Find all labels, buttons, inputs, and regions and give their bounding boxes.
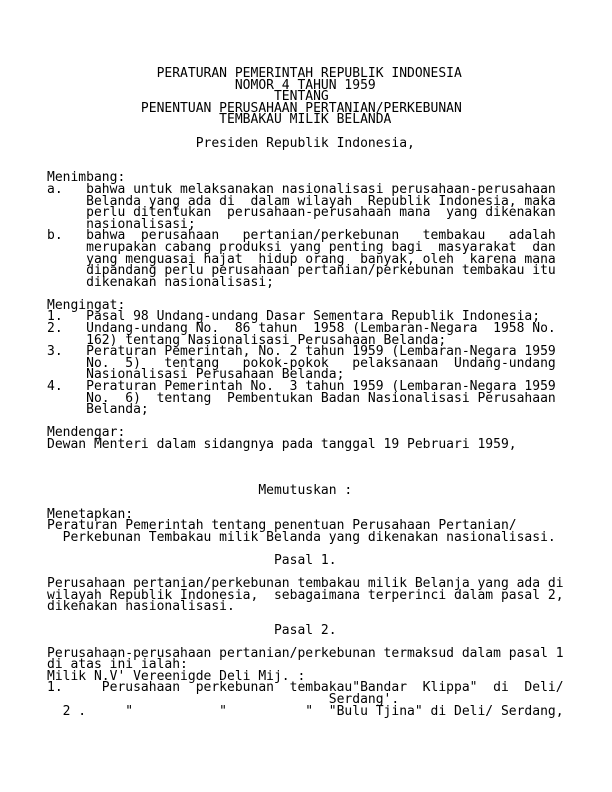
- doc-line: [47, 462, 564, 474]
- doc-line: Milik N.V' Vereenigde Deli Mij. :: [47, 668, 306, 684]
- doc-salutation-line: Presiden Republik Indonesia,: [47, 135, 415, 151]
- doc-line: nasionalisasi;: [47, 216, 196, 232]
- doc-line: Perusahaan-perusahaan pertanian/perkebunan termaksud dalam pasal 1: [47, 645, 564, 661]
- doc-title-line: TENTANG: [47, 89, 329, 105]
- doc-line: Mendengar:: [47, 425, 126, 441]
- doc-line: Nasionalisasi Perusahaan Belanda;: [47, 367, 345, 383]
- doc-title-line: PERATURAN PEMERINTAH REPUBLIK INDONESIA: [47, 66, 462, 81]
- doc-line: Peraturan Pemerintah tentang penentuan Perusahaan Pertanian/: [47, 518, 517, 534]
- section-heading-line: Memutuskan :: [47, 483, 353, 499]
- doc-line: 2 . " " " "Bulu Tjina" di Deli/ Serdang,: [47, 703, 564, 719]
- doc-line: yang menguasai hajat hidup orang banyak, oleh karena mana: [47, 251, 556, 267]
- doc-line: 162) tentang Nasionalisasi Perusahaan Belanda;: [47, 332, 447, 348]
- doc-line: [47, 451, 564, 463]
- doc-line: dipandang perlu perusahaan pertanian/perkebunan tembakau itu: [47, 263, 556, 279]
- doc-line: Dewan Menteri dalam sidangnya pada tanggal 19 Pebruari 1959,: [47, 437, 517, 452]
- doc-line: Perusahaan pertanian/perkebunan tembakau milik Belanja yang ada di: [47, 576, 564, 592]
- doc-title-line: PENENTUAN PERUSAHAAN PERTANIAN/PERKEBUNAN: [47, 100, 462, 116]
- doc-line: a. bahwa untuk melaksanakan nasionalisasi perusahaan-perusahaan: [47, 181, 556, 197]
- doc-line: [47, 149, 564, 161]
- doc-line: No. 5) tentang pokok-pokok pelaksanaan Undang-undang: [47, 355, 556, 371]
- doc-line: perlu ditentukan perusahaan-perusahaan mana yang dikenakan: [47, 205, 556, 221]
- doc-line: b. bahwa perusahaan pertanian/perkebunan tembakau adalah: [47, 228, 556, 244]
- doc-line: No. 6) tentang Pembentukan Badan Nasionalisasi Perusahaan: [47, 390, 556, 406]
- doc-title-line: TEMBAKAU MILIK BELANDA: [47, 112, 392, 128]
- doc-line: Menimbang:: [47, 170, 126, 186]
- doc-line: Perkebunan Tembakau milik Belanda yang dikenakan nasionalisasi.: [47, 529, 556, 545]
- regulation-text-body: [47, 68, 564, 717]
- doc-line: Belanda;: [47, 402, 149, 418]
- doc-line: merupakan cabang produksi yang penting bagi masyarakat dan: [47, 239, 556, 255]
- doc-line: Belanda yang ada di dalam wilayah Republik Indonesia, maka: [47, 193, 556, 209]
- doc-line: 1. Pasal 98 Undang-undang Dasar Sementara Republik Indonesia;: [47, 309, 541, 325]
- doc-line: 4. Peraturan Pemerintah No. 3 tahun 1959 (Lembaran-Negara 1959: [47, 379, 556, 395]
- doc-line: Menetapkan:: [47, 506, 134, 522]
- doc-line: Mengingat:: [47, 297, 126, 313]
- doc-line: Serdang'.: [47, 692, 400, 708]
- doc-title-line: NOMOR 4 TAHUN 1959: [47, 77, 376, 93]
- section-heading-line: Pasal 1.: [47, 552, 337, 568]
- doc-line: wilayah Republik Indonesia, sebagaimana terperinci dalam pasal 2,: [47, 587, 564, 603]
- doc-line: 2. Undang-undang No. 86 tahun 1958 (Lembaran-Negara 1958 No.: [47, 321, 556, 337]
- doc-line: 3. Peraturan Pemerintah, No. 2 tahun 1959 (Lembaran-Negara 1959: [47, 344, 556, 360]
- doc-line: di atas ini ialah:: [47, 657, 188, 673]
- doc-line: dikenakan nasionalisasi.: [47, 599, 235, 615]
- doc-line: 1. Perusahaan perkebunan tembakau"Bandar Klippa" di Deli/: [47, 680, 564, 696]
- doc-line: dikenakan nasionalisasi;: [47, 274, 274, 290]
- section-heading-line: Pasal 2.: [47, 622, 337, 638]
